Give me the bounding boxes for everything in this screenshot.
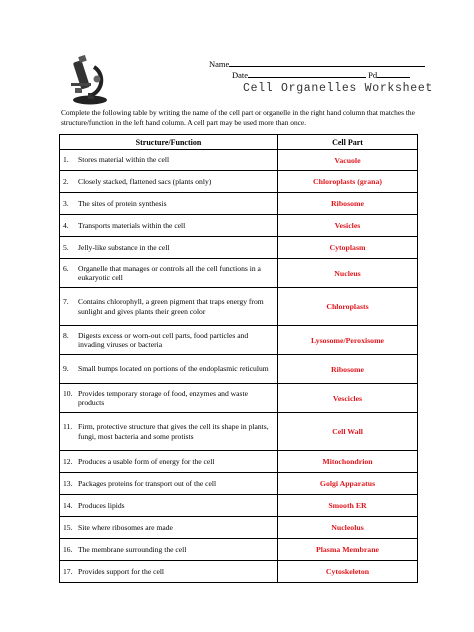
name-blank[interactable] <box>229 58 425 67</box>
page-title: Cell Organelles Worksheet <box>243 82 434 95</box>
function-cell <box>60 517 278 539</box>
function-cell <box>60 288 278 326</box>
function-description: Packages proteins for transport out of the cell <box>78 478 217 488</box>
cell-part-answer[interactable]: Plasma Membrane <box>278 539 418 561</box>
period-blank[interactable] <box>377 69 410 78</box>
table-body <box>60 150 418 583</box>
function-cell <box>60 495 278 517</box>
function-cell <box>60 259 278 288</box>
column-header-function: Structure/Function <box>60 135 278 150</box>
function-description: The sites of protein synthesis <box>78 198 167 208</box>
function-description: Provides support for the cell <box>78 566 165 576</box>
function-text <box>60 364 277 373</box>
function-description: Firm, protective structure that gives the cell its shape in plants, fungi, most bacteria and some protists <box>78 422 269 441</box>
table-row <box>60 473 418 495</box>
function-cell <box>60 413 278 451</box>
function-description: Transports materials within the cell <box>78 220 186 230</box>
function-text <box>60 523 277 532</box>
cell-part-answer[interactable]: Smooth ER <box>278 495 418 517</box>
item-number: 1. <box>63 155 69 165</box>
cell-part-answer[interactable]: Nucleolus <box>278 517 418 539</box>
function-description: Stores material within the cell <box>78 155 170 165</box>
function-cell <box>60 451 278 473</box>
cell-part-answer[interactable]: Lysosome/Peroxisome <box>278 326 418 355</box>
cell-part-answer[interactable]: Chloroplasts <box>278 288 418 326</box>
function-text <box>60 331 277 350</box>
function-description: Digests excess or worn-out cell parts, food particles and invading viruses or bacteria <box>78 330 249 349</box>
function-description: Jelly-like substance in the cell <box>78 242 170 252</box>
item-number: 12. <box>63 456 73 466</box>
column-header-cell-part: Cell Part <box>278 135 418 150</box>
table-row <box>60 288 418 326</box>
function-cell <box>60 326 278 355</box>
cell-part-answer[interactable]: Golgi Apparatus <box>278 473 418 495</box>
item-number: 5. <box>63 242 69 252</box>
cell-part-answer[interactable]: Cytoplasm <box>278 237 418 259</box>
function-text <box>60 479 277 488</box>
function-text <box>60 177 277 186</box>
function-cell <box>60 150 278 171</box>
cell-part-answer[interactable]: Chloroplasts (grana) <box>278 171 418 193</box>
function-text <box>60 243 277 252</box>
cell-part-answer[interactable]: Vescicles <box>278 384 418 413</box>
instructions-text: Complete the following table by writing the name of the cell part or organelle in the right hand column that matches the structure/function in the left hand column. A cell part may be used more than once. <box>61 108 415 127</box>
function-text <box>60 457 277 466</box>
function-description: Produces lipids <box>78 500 125 510</box>
cell-part-answer[interactable]: Cytoskeleton <box>278 561 418 583</box>
item-number: 6. <box>63 263 69 273</box>
function-cell <box>60 384 278 413</box>
item-number: 11. <box>63 422 73 432</box>
cell-part-answer[interactable]: Ribosome <box>278 193 418 215</box>
function-description: Organelle that manages or controls all the cell functions in a eukaryotic cell <box>78 263 261 282</box>
cell-part-answer[interactable]: Ribosome <box>278 355 418 384</box>
table-row <box>60 193 418 215</box>
item-number: 2. <box>63 176 69 186</box>
function-text <box>60 155 277 164</box>
table-row <box>60 171 418 193</box>
function-description: Site where ribosomes are made <box>78 522 173 532</box>
function-text <box>60 389 277 408</box>
function-cell <box>60 237 278 259</box>
function-text <box>60 422 277 441</box>
item-number: 16. <box>63 544 73 554</box>
table-row <box>60 237 418 259</box>
item-number: 13. <box>63 478 73 488</box>
function-text <box>60 297 277 316</box>
item-number: 10. <box>63 388 73 398</box>
function-description: Small bumps located on portions of the endoplasmic reticulum <box>78 364 269 374</box>
microscope-icon <box>68 55 112 105</box>
item-number: 7. <box>63 297 69 307</box>
table-row <box>60 326 418 355</box>
item-number: 4. <box>63 220 69 230</box>
function-cell <box>60 355 278 384</box>
date-label: Date <box>232 70 249 80</box>
table-row <box>60 539 418 561</box>
cell-part-answer[interactable]: Nucleus <box>278 259 418 288</box>
organelles-table <box>59 134 418 583</box>
table-row <box>60 495 418 517</box>
table-header-row <box>60 135 418 150</box>
cell-part-answer[interactable]: Mitochondrion <box>278 451 418 473</box>
date-blank[interactable] <box>248 69 366 78</box>
cell-part-answer[interactable]: Vesicles <box>278 215 418 237</box>
period-label: Pd <box>368 70 378 80</box>
table-row <box>60 259 418 288</box>
function-cell <box>60 215 278 237</box>
table-row <box>60 215 418 237</box>
function-cell <box>60 561 278 583</box>
function-cell <box>60 193 278 215</box>
table-row <box>60 517 418 539</box>
table-row <box>60 413 418 451</box>
function-cell <box>60 539 278 561</box>
function-description: Produces a usable form of energy for the cell <box>78 456 215 466</box>
function-text <box>60 545 277 554</box>
function-description: The membrane surrounding the cell <box>78 544 187 554</box>
function-cell <box>60 171 278 193</box>
function-description: Closely stacked, flattened sacs (plants only) <box>78 176 212 186</box>
item-number: 8. <box>63 330 69 340</box>
function-text <box>60 221 277 230</box>
item-number: 17. <box>63 566 73 576</box>
function-text <box>60 264 277 283</box>
table-row <box>60 355 418 384</box>
item-number: 3. <box>63 198 69 208</box>
function-description: Contains chlorophyll, a green pigment that traps energy from sunlight and gives plants their green color <box>78 297 264 316</box>
table-row <box>60 451 418 473</box>
item-number: 14. <box>63 500 73 510</box>
table-row <box>60 561 418 583</box>
function-cell <box>60 473 278 495</box>
table-row <box>60 150 418 171</box>
cell-part-answer[interactable]: Cell Wall <box>278 413 418 451</box>
function-text <box>60 501 277 510</box>
name-field[interactable] <box>209 58 425 69</box>
table-row <box>60 384 418 413</box>
function-text <box>60 199 277 208</box>
date-period-field[interactable] <box>232 69 410 80</box>
function-text <box>60 567 277 576</box>
function-description: Provides temporary storage of food, enzymes and waste products <box>78 388 248 407</box>
item-number: 9. <box>63 364 69 374</box>
name-label: Name <box>209 59 230 69</box>
item-number: 15. <box>63 522 73 532</box>
cell-part-answer[interactable]: Vacuole <box>278 150 418 171</box>
